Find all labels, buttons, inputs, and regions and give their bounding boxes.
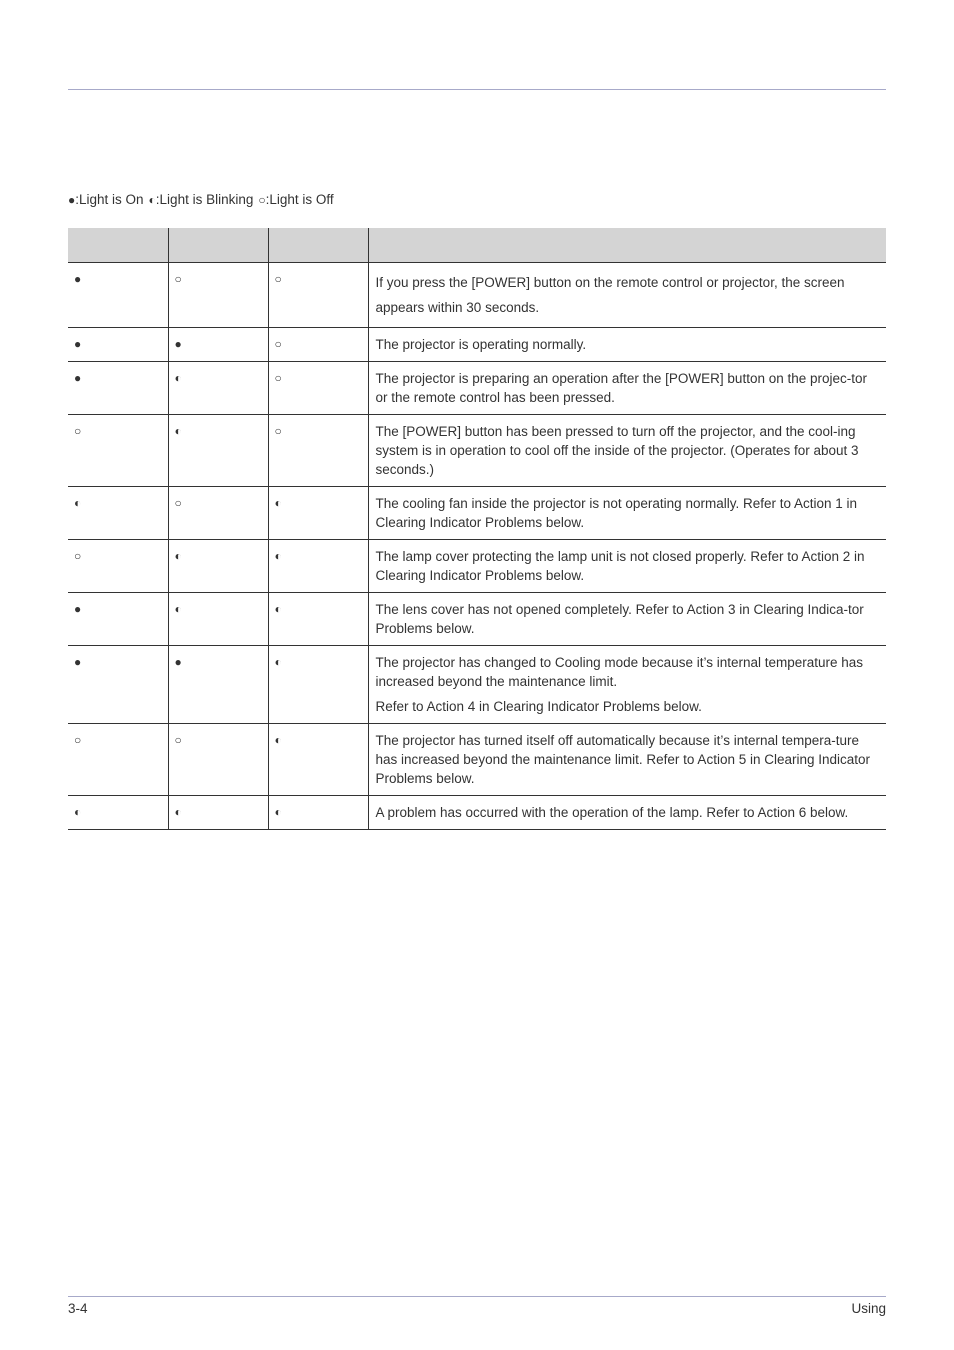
indicator-1-state: ● [68,328,168,362]
header-rule [68,89,886,90]
section-name: Using [851,1301,886,1316]
status-description [368,362,886,415]
indicator-1-state: ○ [68,415,168,487]
table-row [68,724,886,796]
indicator-3-state: ○ [268,362,368,415]
table-row [68,328,886,362]
indicator-3-state: ◐ [268,487,368,540]
status-description [368,328,886,362]
description-text: The cooling fan inside the projector is not operating normally. Refer to Action 1 in Clearing Indicator Problems below. [375,496,858,530]
light-blinking-icon: ◐ [148,193,156,207]
indicator-2-state: ○ [168,724,268,796]
indicator-2-state: ◐ [168,415,268,487]
status-description [368,724,886,796]
indicator-1-state: ● [68,263,168,328]
indicator-3-state: ◐ [268,796,368,830]
legend-blink-label: :Light is Blinking [155,192,254,207]
indicator-3-state: ◐ [268,724,368,796]
indicator-2-state: ○ [168,263,268,328]
status-description [368,540,886,593]
table-row [68,540,886,593]
indicator-2-state: ◐ [168,540,268,593]
indicator-3-state: ◐ [268,540,368,593]
status-description [368,593,886,646]
table-row [68,487,886,540]
status-description [368,415,886,487]
table-row [68,593,886,646]
status-description [368,646,886,724]
indicator-1-state: ● [68,362,168,415]
indicator-1-state: ◐ [68,487,168,540]
description-text: Refer to Action 4 in Clearing Indicator Problems below. [375,699,702,714]
table-row [68,796,886,830]
indicator-1-state: ◐ [68,796,168,830]
table-header-cell [268,228,368,263]
description-text: The projector has turned itself off automatically because it’s internal tempera-ture has increased beyond the maintenance limit. Refer to Action 5 in Clearing Indicator Problems below. [375,733,871,786]
footer-rule [68,1296,886,1297]
light-on-icon: ● [68,193,76,207]
indicator-2-state: ● [168,646,268,724]
status-description [368,263,886,328]
table-row [68,646,886,724]
description-text: If you press the [POWER] button on the remote control or projector, the screen appears within 30 seconds. [375,275,845,315]
table-row [68,263,886,328]
indicator-1-state: ○ [68,540,168,593]
indicator-3-state: ○ [268,263,368,328]
status-description [368,487,886,540]
table-header-cell [168,228,268,263]
table-header-row [68,228,886,263]
indicator-3-state: ◐ [268,646,368,724]
legend-on-label: :Light is On [75,192,144,207]
indicator-2-state: ◐ [168,796,268,830]
indicator-1-state: ○ [68,724,168,796]
page-number: 3-4 [68,1301,88,1316]
description-text: The projector is operating normally. [375,337,587,352]
table-row [68,415,886,487]
description-text: A problem has occurred with the operation of the lamp. Refer to Action 6 below. [375,805,849,820]
indicator-3-state: ○ [268,415,368,487]
light-off-icon: ○ [258,193,266,207]
indicator-2-state: ◐ [168,362,268,415]
table-header-cell [68,228,168,263]
indicator-2-state: ● [168,328,268,362]
description-text: The lamp cover protecting the lamp unit is not closed properly. Refer to Action 2 in Clearing Indicator Problems below. [375,549,865,583]
indicator-3-state: ○ [268,328,368,362]
legend-off-label: :Light is Off [265,192,334,207]
description-text: The projector has changed to Cooling mode because it’s internal temperature has increased beyond the maintenance limit. [375,655,864,689]
table-header-cell [368,228,886,263]
table-row [68,362,886,415]
indicator-1-state: ● [68,593,168,646]
status-description [368,796,886,830]
indicator-table [68,228,886,830]
indicator-legend [68,191,334,209]
indicator-1-state: ● [68,646,168,724]
indicator-2-state: ○ [168,487,268,540]
indicator-3-state: ◐ [268,593,368,646]
description-text: The [POWER] button has been pressed to turn off the projector, and the cool-ing system is in operation to cool off the inside of the projector. (Operates for about 3 seconds.) [375,424,859,477]
indicator-2-state: ◐ [168,593,268,646]
description-text: The lens cover has not opened completely. Refer to Action 3 in Clearing Indica-tor Problems below. [375,602,864,636]
description-text: The projector is preparing an operation after the [POWER] button on the projec-tor or the remote control has been pressed. [375,371,868,405]
